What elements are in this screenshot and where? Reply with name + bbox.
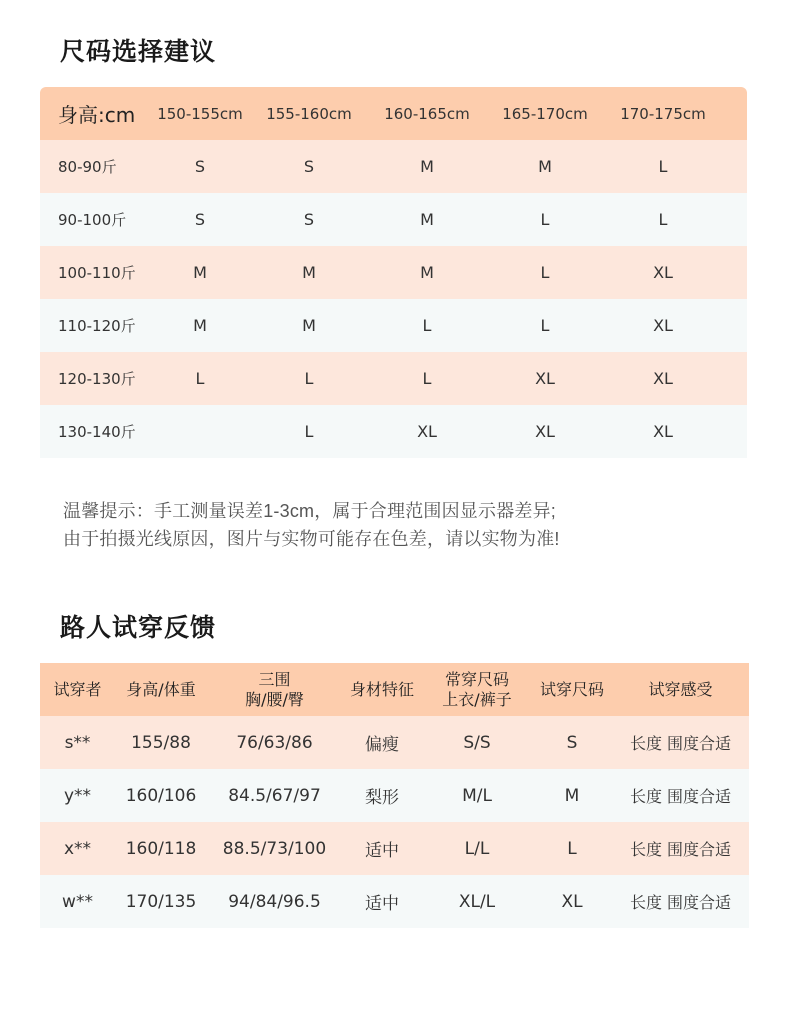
- body-type-cell: 适中: [365, 841, 399, 861]
- size-cell: XL: [653, 316, 673, 335]
- column-header: [422, 670, 532, 710]
- column-header: 155-160cm: [266, 104, 352, 123]
- size-cell: M: [193, 316, 207, 335]
- size-cell: L: [658, 157, 668, 176]
- header-line: 上衣/裤子: [442, 689, 512, 709]
- size-cell: XL: [653, 422, 673, 441]
- size-cell: L: [422, 369, 432, 388]
- tester-cell: s**: [64, 732, 91, 753]
- usual-size-cell: XL/L: [458, 891, 496, 912]
- size-cell: S: [303, 210, 315, 229]
- table-row: [40, 822, 749, 875]
- feeling-cell: 长度 围度合适: [629, 787, 732, 806]
- usual-size-cell: M/L: [462, 785, 492, 806]
- size-cell: M: [302, 263, 316, 282]
- column-header: 试穿尺码: [539, 679, 604, 699]
- weight-label: 120-130斤: [58, 370, 136, 388]
- feeling-cell: 长度 围度合适: [629, 893, 732, 912]
- usual-size-cell: L/L: [464, 838, 490, 859]
- feeling-cell: 长度 围度合适: [629, 840, 732, 859]
- tester-cell: y**: [63, 785, 92, 806]
- size-cell: M: [420, 263, 434, 282]
- size-cell: M: [193, 263, 207, 282]
- feedback-table: [40, 663, 749, 928]
- size-cell: XL: [653, 369, 673, 388]
- table-row: [40, 299, 747, 352]
- weight-label: 100-110斤: [58, 264, 136, 282]
- tip-line-1: 温馨提示：手工测量误差1-3cm，属于合理范围因显示器差异;: [63, 501, 557, 521]
- tip-line-2: 由于拍摄光线原因，图片与实物可能存在色差，请以实物为准!: [63, 529, 560, 549]
- header-line: 常穿尺码: [444, 669, 509, 689]
- usual-size-cell: S/S: [463, 732, 491, 753]
- table-row: [40, 352, 747, 405]
- tester-cell: x**: [63, 838, 92, 859]
- size-guide-title: 尺码选择建议: [60, 37, 217, 66]
- height-weight-cell: 155/88: [131, 732, 191, 753]
- size-table: [40, 87, 747, 458]
- measurements-cell: 94/84/96.5: [228, 891, 321, 912]
- feeling-cell: 长度 围度合适: [629, 734, 732, 753]
- column-header: 170-175cm: [620, 104, 706, 123]
- height-weight-cell: 160/106: [125, 785, 197, 806]
- body-type-cell: 梨形: [365, 788, 399, 808]
- column-header: 165-170cm: [502, 104, 588, 123]
- size-cell: S: [194, 157, 206, 176]
- size-cell: M: [420, 157, 434, 176]
- height-weight-cell: 170/135: [125, 891, 197, 912]
- feedback-title: 路人试穿反馈: [60, 613, 217, 642]
- column-header: 试穿感受: [648, 679, 713, 699]
- table-row: [40, 769, 749, 822]
- table-row: [40, 193, 747, 246]
- size-cell: XL: [417, 422, 437, 441]
- tried-size-cell: S: [566, 732, 578, 753]
- size-cell: M: [538, 157, 552, 176]
- measurements-cell: 76/63/86: [236, 732, 313, 753]
- size-cell: L: [540, 210, 550, 229]
- weight-label: 90-100斤: [58, 211, 127, 229]
- size-cell: S: [303, 157, 315, 176]
- size-cell: L: [540, 316, 550, 335]
- tried-size-cell: XL: [561, 891, 583, 912]
- size-cell: XL: [535, 422, 555, 441]
- column-header: 150-155cm: [157, 104, 243, 123]
- size-cell: L: [304, 422, 314, 441]
- size-cell: M: [302, 316, 316, 335]
- tried-size-cell: L: [567, 838, 577, 859]
- size-cell: L: [540, 263, 550, 282]
- measurements-cell: 88.5/73/100: [222, 838, 327, 859]
- feedback-table-header: [40, 663, 749, 716]
- measurements-cell: 84.5/67/97: [228, 785, 321, 806]
- size-cell: L: [195, 369, 205, 388]
- table-row: [40, 716, 749, 769]
- column-header: 160-165cm: [384, 104, 470, 123]
- header-line: 三围: [258, 669, 291, 689]
- weight-label: 130-140斤: [58, 423, 136, 441]
- tester-cell: w**: [62, 891, 93, 912]
- column-header: [207, 670, 342, 710]
- tried-size-cell: M: [564, 785, 580, 806]
- table-row: [40, 140, 747, 193]
- table-row: [40, 875, 749, 928]
- size-cell: S: [194, 210, 206, 229]
- size-cell: L: [304, 369, 314, 388]
- table-row: [40, 405, 747, 458]
- weight-label: 80-90斤: [58, 158, 117, 176]
- body-type-cell: 偏瘦: [365, 735, 399, 755]
- size-table-header: [40, 87, 747, 140]
- size-cell: XL: [535, 369, 555, 388]
- column-header: 试穿者: [53, 679, 102, 699]
- header-line: 胸/腰/臀: [245, 689, 304, 709]
- column-header: 身材特征: [349, 679, 414, 699]
- height-weight-cell: 160/118: [125, 838, 197, 859]
- height-header: 身高:cm: [58, 103, 136, 127]
- size-cell: L: [658, 210, 668, 229]
- body-type-cell: 适中: [365, 894, 399, 914]
- table-row: [40, 246, 747, 299]
- size-cell: L: [422, 316, 432, 335]
- size-cell: M: [420, 210, 434, 229]
- weight-label: 110-120斤: [58, 317, 136, 335]
- column-header: 身高/体重: [126, 679, 196, 699]
- size-cell: XL: [653, 263, 673, 282]
